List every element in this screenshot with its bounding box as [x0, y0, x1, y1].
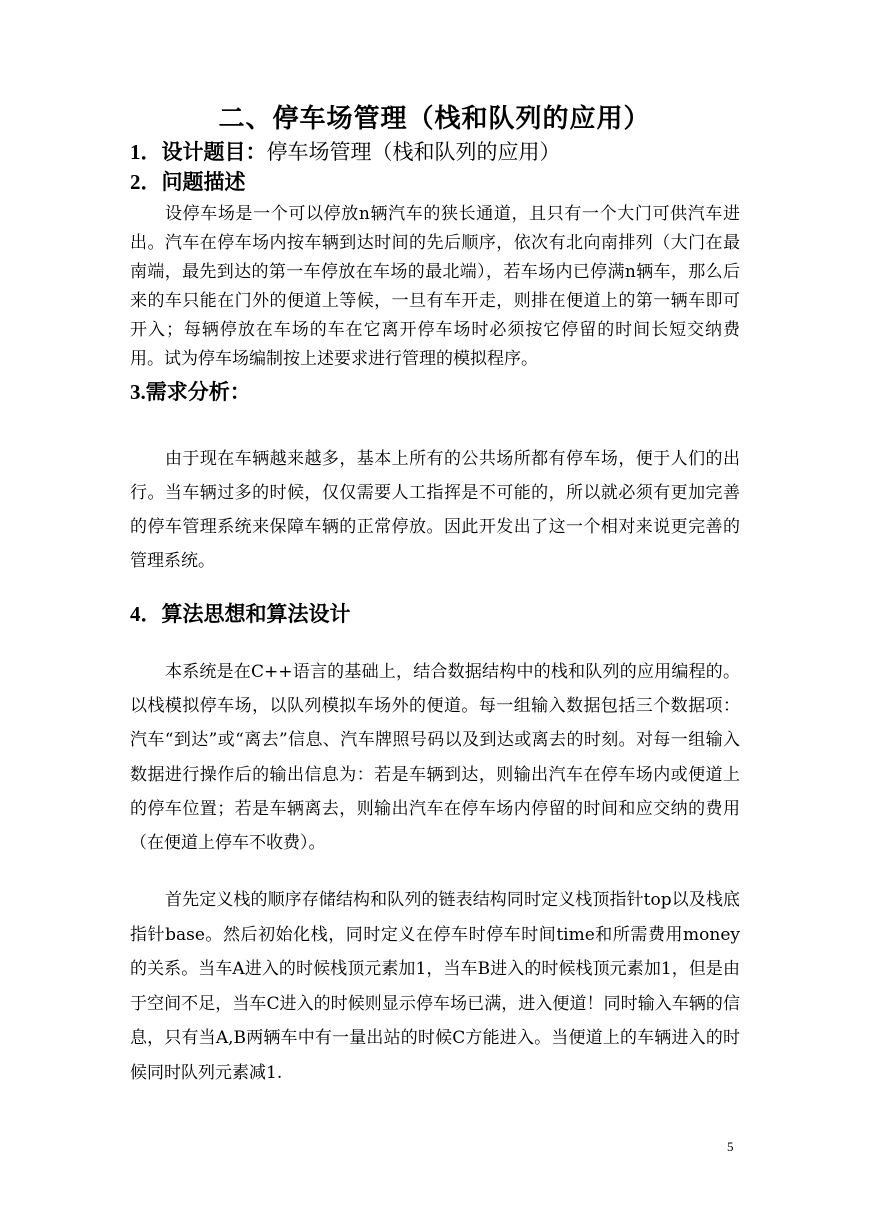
page-title: 二、停车场管理（栈和队列的应用）: [218, 104, 651, 134]
requirements-paragraph: 由于现在车辆越来越多，基本上所有的公共场所都有停车场，便于人们的出行。当车辆过多的时候，仅仅需要人工指挥是不可能的，所以就必须有更加完善的停车管理系统来保障车辆的正常停放。因此开发出了这一个相对来说更完善的管理系统。: [130, 449, 740, 571]
section-1-value: 停车场管理（栈和队列的应用）: [266, 140, 561, 164]
section-2-label: 问题描述: [161, 170, 246, 194]
section-4-number: 4．: [130, 602, 162, 626]
section-4-label: 算法思想和算法设计: [161, 602, 351, 626]
problem-description-paragraph: 设停车场是一个可以停放n辆汽车的狭长通道，且只有一个大门可供汽车进出。汽车在停车场内按车辆到达时间的先后顺序，依次有北向南排列（大门在最南端，最先到达的第一车停放在车场的最北端），若车场内已停满n辆车，那么后来的车只能在门外的便道上等候，一旦有车开走，则排在便道上的第一辆车即可开入；每辆停放在车场的车在它离开停车场时必须按它停留的时间长短交纳费用。试为停车场编制按上述要求进行管理的模拟程序。: [130, 204, 740, 369]
algorithm-paragraph-2: 首先定义栈的顺序存储结构和队列的链表结构同时定义栈顶指针top以及栈底指针base。然后初始化栈，同时定义在停车时停车时间time和所需费用money的关系。当车A进入的时候栈顶元素加1，当车B进入的时候栈顶元素加1，但是由于空间不足，当车C进入的时候则显示停车场已满，进入便道！同时输入车辆的信息，只有当A,B两辆车中有一量出站的时候C方能进入。当便道上的车辆进入的时候同时队列元素减1.: [130, 890, 740, 1083]
section-1-number: 1．: [130, 140, 162, 164]
section-1-label: 设计题目：: [161, 140, 267, 164]
algorithm-paragraph-1: 本系统是在C++语言的基础上，结合数据结构中的栈和队列的应用编程的。以栈模拟停车场，以队列模拟车场外的便道。每一组输入数据包括三个数据项：汽车“到达”或“离去”信息、汽车牌照号码以及到达或离去的时刻。对每一组输入数据进行操作后的输出信息为：若是车辆到达，则输出汽车在停车场内或便道上的停车位置；若是车辆离去，则输出汽车在停车场内停留的时间和应交纳的费用（在便道上停车不收费）。: [130, 662, 740, 854]
section-3-heading: [130, 378, 251, 406]
section-1-heading: [130, 138, 561, 166]
section-2-number: 2．: [130, 170, 162, 194]
section-3-label: 需求分析：: [145, 380, 251, 404]
section-2-heading: [130, 168, 246, 196]
section-3-number: 3.: [130, 380, 146, 404]
page-number: 5: [727, 1139, 734, 1154]
section-4-heading: [130, 600, 351, 628]
